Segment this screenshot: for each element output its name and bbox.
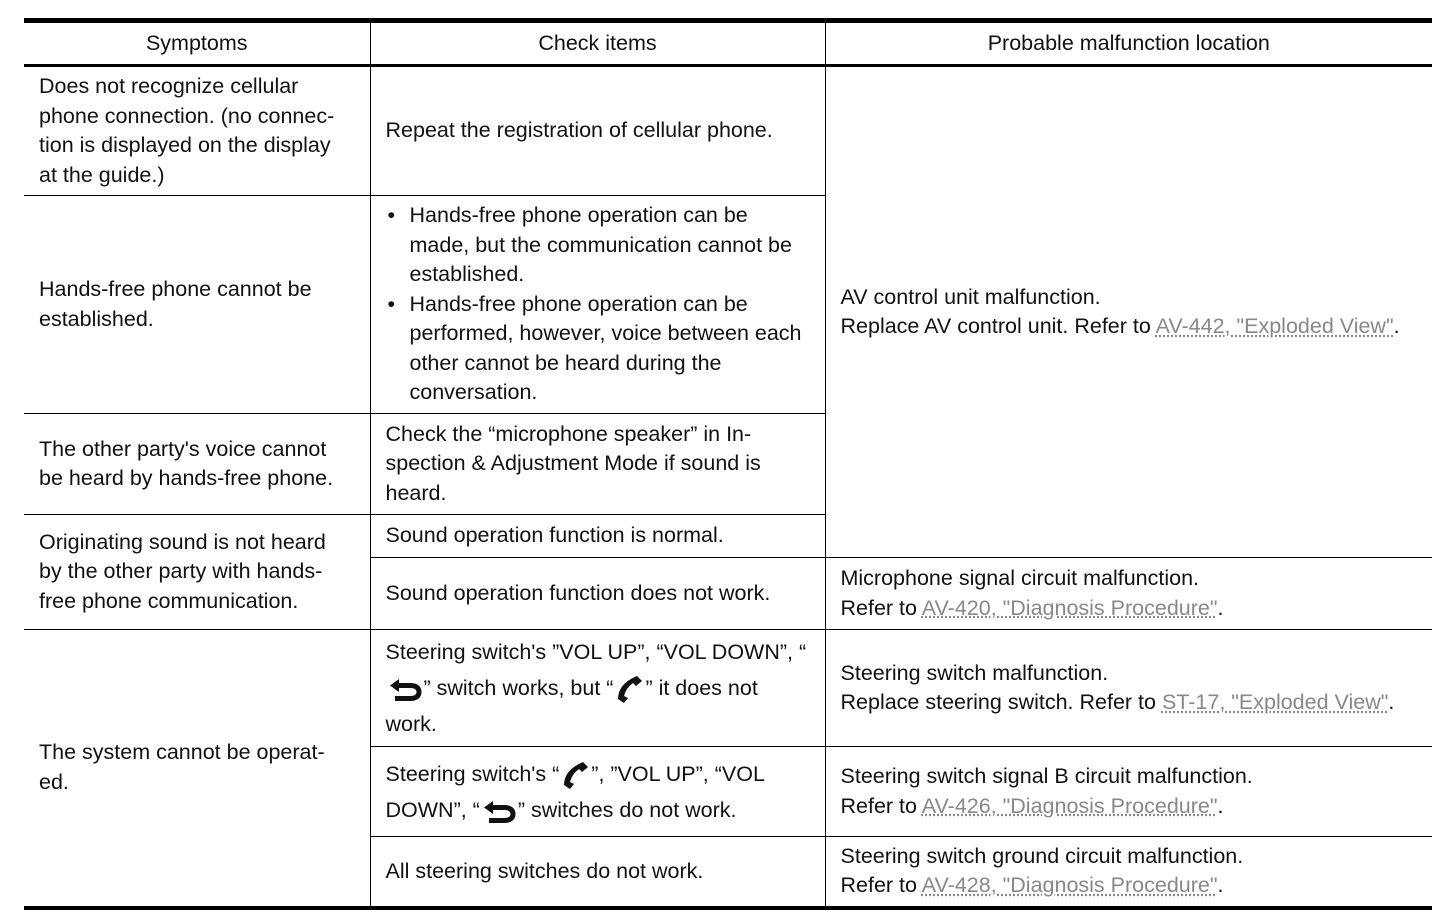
check-text: Steering switch's “ [385,761,560,786]
location-cell [825,837,1432,908]
list-item [386,290,809,408]
check-text: ” switches do not work. [517,797,737,822]
location-text: Steering switch ground circuit malfunction. [840,843,1244,868]
av-428-link[interactable]: AV-428, "Diagnosis Procedure" [921,873,1218,898]
table-row [24,66,1432,196]
diagnosis-table [24,18,1432,910]
check-cell: Repeat the registration of cellular phone. [370,66,825,196]
table-row [24,630,1432,747]
check-cell: Sound operation function does not work. [370,558,825,630]
check-text: ”, ”VOL UP”, “VOL DOWN”, “ [385,761,765,822]
ref-suffix: . [1388,690,1395,714]
phone-handset-icon [615,674,643,704]
bullet-text: Hands-free phone operation can be performed, however, voice between each other cannot be heard during the conversation. [409,291,802,405]
phone-handset-icon [561,760,589,790]
location-text: Microphone signal circuit malfunction. [840,566,1199,590]
av-420-link[interactable]: AV-420, "Diagnosis Procedure" [921,595,1218,620]
location-cell [825,630,1432,747]
ref-suffix: . [1217,873,1224,898]
header-check-items: Check items [370,21,825,66]
check-cell [370,747,825,837]
symptom-cell: Does not recognize cellular phone connection. (no connec-tion is displayed on the display at the guide.) [24,66,370,196]
back-switch-icon [388,676,422,702]
bullet-icon: • [387,203,396,228]
check-text: ” it does not work. [385,676,758,736]
location-cell [825,747,1432,837]
av-unit-ref-prefix: Replace AV control unit. Refer to [840,314,1156,338]
symptom-cell: Originating sound is not heard by the other party with hands-free phone communication. [24,515,370,630]
av-unit-ref-suffix: . [1393,314,1400,338]
bullet-text: Hands-free phone operation can be made, but the communication cannot be established. [409,203,792,287]
header-malfunction-location: Probable malfunction location [825,21,1432,66]
av-unit-malfunction-text: AV control unit malfunction. [840,284,1101,309]
check-cell: Check the “microphone speaker” in In-spection & Adjustment Mode if sound is heard. [370,414,825,515]
check-cell [370,630,825,747]
check-cell [370,196,825,414]
location-text: Steering switch signal B circuit malfunction. [840,764,1253,788]
st-17-link[interactable]: ST-17, "Exploded View" [1161,690,1389,714]
symptom-cell: The other party's voice cannot be heard by hands-free phone. [24,414,370,515]
back-switch-icon [482,798,516,824]
ref-prefix: Replace steering switch. Refer to [840,690,1162,714]
check-bullet-list [386,201,809,408]
av-442-link[interactable]: AV-442, "Exploded View" [1155,314,1394,338]
location-text: Steering switch malfunction. [840,660,1109,685]
location-cell-av-unit [825,66,1432,558]
check-cell: All steering switches do not work. [370,837,825,908]
bullet-icon: • [387,291,396,316]
list-item [386,201,809,290]
header-symptoms: Symptoms [24,21,370,66]
symptom-cell: Hands-free phone cannot be established. [24,196,370,414]
ref-suffix: . [1217,595,1224,620]
check-text: ” switch works, but “ [423,676,614,700]
symptom-cell: The system cannot be operat-ed. [24,630,370,908]
check-text: Steering switch's ”VOL UP”, “VOL DOWN”, “ [385,640,807,664]
ref-suffix: . [1217,793,1224,818]
av-426-link[interactable]: AV-426, "Diagnosis Procedure" [921,793,1218,818]
ref-prefix: Refer to [840,595,922,620]
ref-prefix: Refer to [840,873,922,898]
location-cell [825,558,1432,630]
ref-prefix: Refer to [840,793,922,818]
header-row [24,21,1432,66]
check-cell: Sound operation function is normal. [370,515,825,558]
